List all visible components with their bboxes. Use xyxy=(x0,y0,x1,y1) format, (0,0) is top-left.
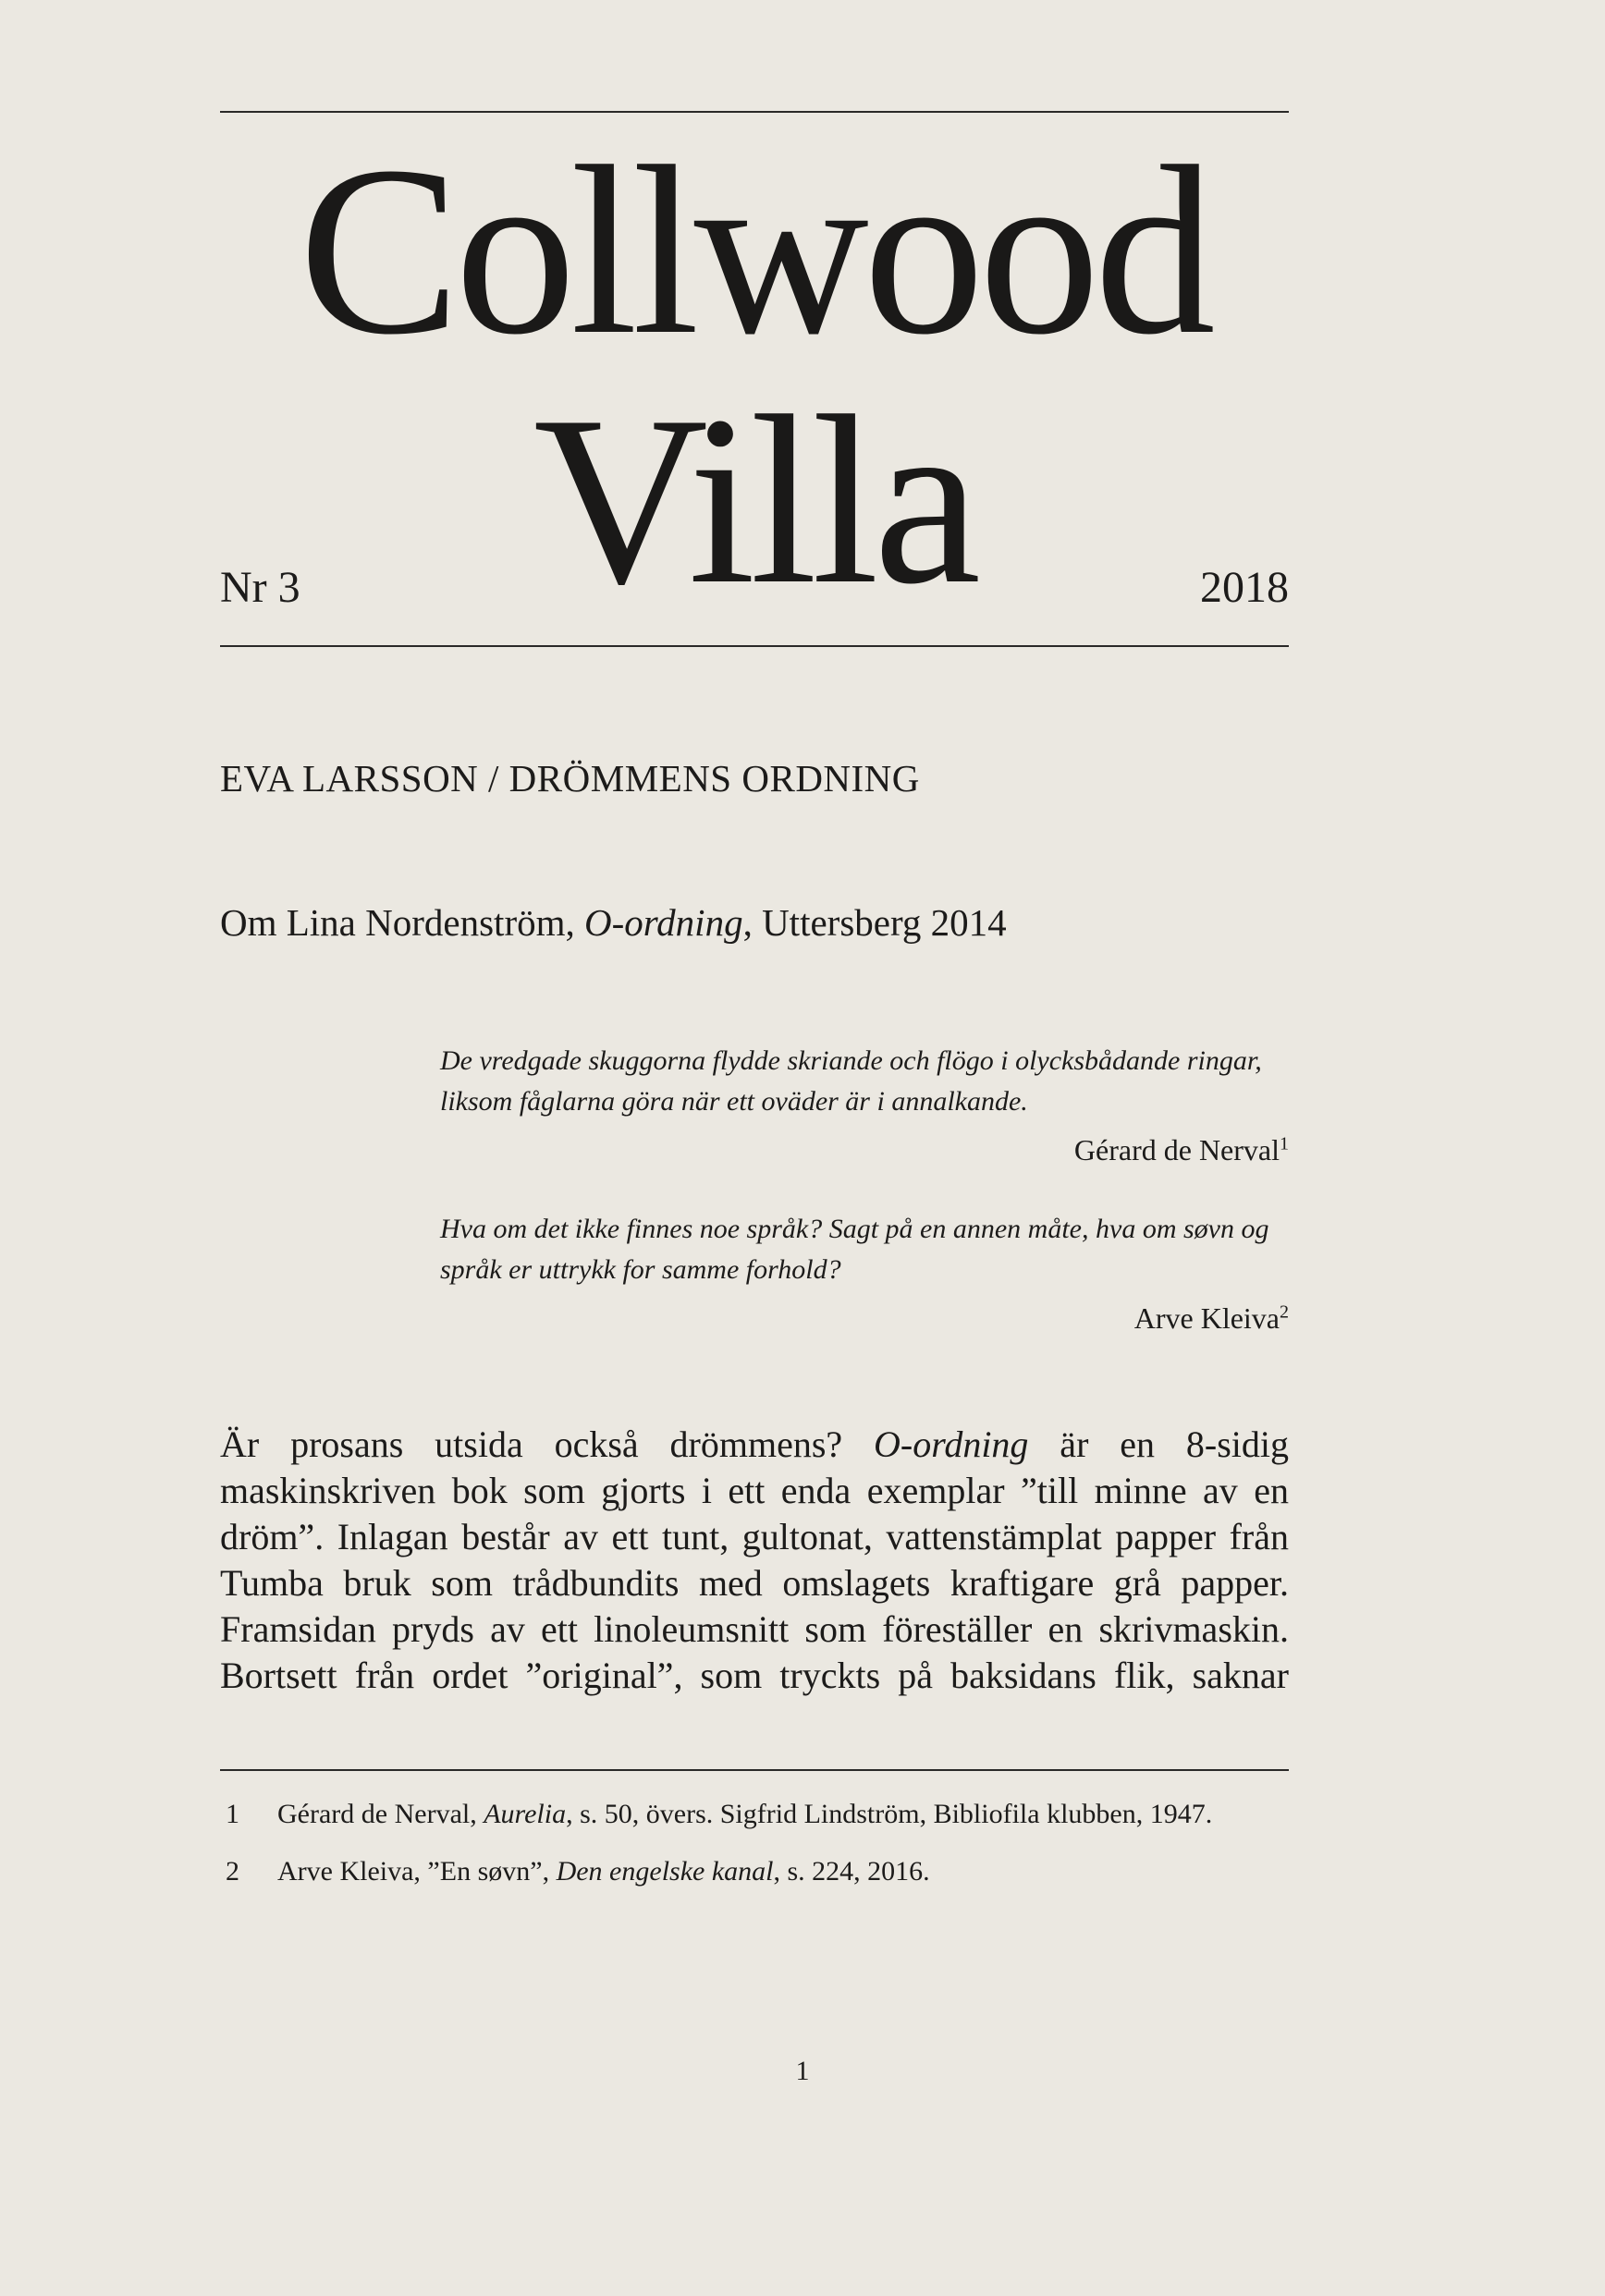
epigraph-line: liksom fåglarna göra när ett oväder är i annalkande. xyxy=(440,1086,1028,1117)
body-text-start: Är prosans utsida också drömmens? xyxy=(220,1423,875,1465)
epigraph-line: språk er uttrykk for samme forhold? xyxy=(440,1254,841,1285)
masthead-title-line-2: Villa xyxy=(533,366,976,634)
masthead-top-rule xyxy=(220,111,1289,113)
footnote-title: Aurelia xyxy=(484,1799,567,1829)
epigraph-line: De vredgade skuggorna flydde skriande och flögo i olycksbådande ringar, xyxy=(440,1045,1262,1076)
epigraph xyxy=(440,1209,1289,1338)
page-number: 1 xyxy=(795,2056,810,2086)
epigraph-text xyxy=(440,1209,1289,1290)
subheading-suffix: , Uttersberg 2014 xyxy=(742,901,1007,944)
footnote-prefix: Arve Kleiva, ”En søvn”, xyxy=(277,1856,557,1887)
epigraph-author xyxy=(440,1130,1289,1170)
subheading-book-title: O-ordning xyxy=(583,901,743,944)
footnote-text xyxy=(277,1858,930,1886)
epigraph-text xyxy=(440,1041,1289,1122)
footnote-number: 1 xyxy=(226,1799,239,1829)
epigraph-line: Hva om det ikke finnes noe språk? Sagt på en annen måte, hva om søvn og xyxy=(440,1214,1269,1244)
footnote-title: Den engelske kanal xyxy=(556,1856,774,1887)
epigraph-author-name: Arve Kleiva xyxy=(1133,1301,1280,1335)
footnote-number: 2 xyxy=(226,1856,239,1887)
epigraph-author xyxy=(440,1298,1289,1338)
masthead-bottom-rule xyxy=(220,645,1289,647)
body-book-title: O-ordning xyxy=(874,1423,1029,1465)
issue-number: Nr 3 xyxy=(220,563,300,612)
footnote-suffix: , s. 224, 2016. xyxy=(773,1856,930,1887)
article-subheading xyxy=(220,901,1007,944)
epigraph xyxy=(440,1041,1289,1170)
article-heading: EVA LARSSON / DRÖMMENS ORDNING xyxy=(220,757,920,800)
footnote-reference: 2 xyxy=(1280,1301,1289,1323)
masthead-title-line-1: Collwood xyxy=(299,116,1210,385)
footnote-prefix: Gérard de Nerval, xyxy=(277,1799,484,1829)
body-text-rest: är en 8-sidig maskinskriven bok som gjorts i ett enda exemplar ”till minne av en dröm”. Inlagan består av ett tunt, gultonat, vattenstämplat papper från Tumba bruk som trådbundits med omslagets kraftigare grå papper. Framsidan pryds av ett linoleumsnitt som föreställer en skrivmaskin. Bortsett från ordet ”original”, som tryckts på baksidans flik, saknar xyxy=(220,1423,1289,1696)
footnote-reference: 1 xyxy=(1280,1133,1289,1154)
footnote-text xyxy=(277,1801,1212,1828)
footnote-suffix: , s. 50, övers. Sigfrid Lindström, Bibliofila klubben, 1947. xyxy=(566,1799,1213,1829)
epigraph-author-name: Gérard de Nerval xyxy=(1073,1133,1280,1166)
subheading-prefix: Om Lina Nordenström, xyxy=(220,901,584,944)
issue-year: 2018 xyxy=(1200,563,1289,612)
footnote-separator-rule xyxy=(220,1769,1289,1771)
body-paragraph xyxy=(220,1422,1289,1699)
